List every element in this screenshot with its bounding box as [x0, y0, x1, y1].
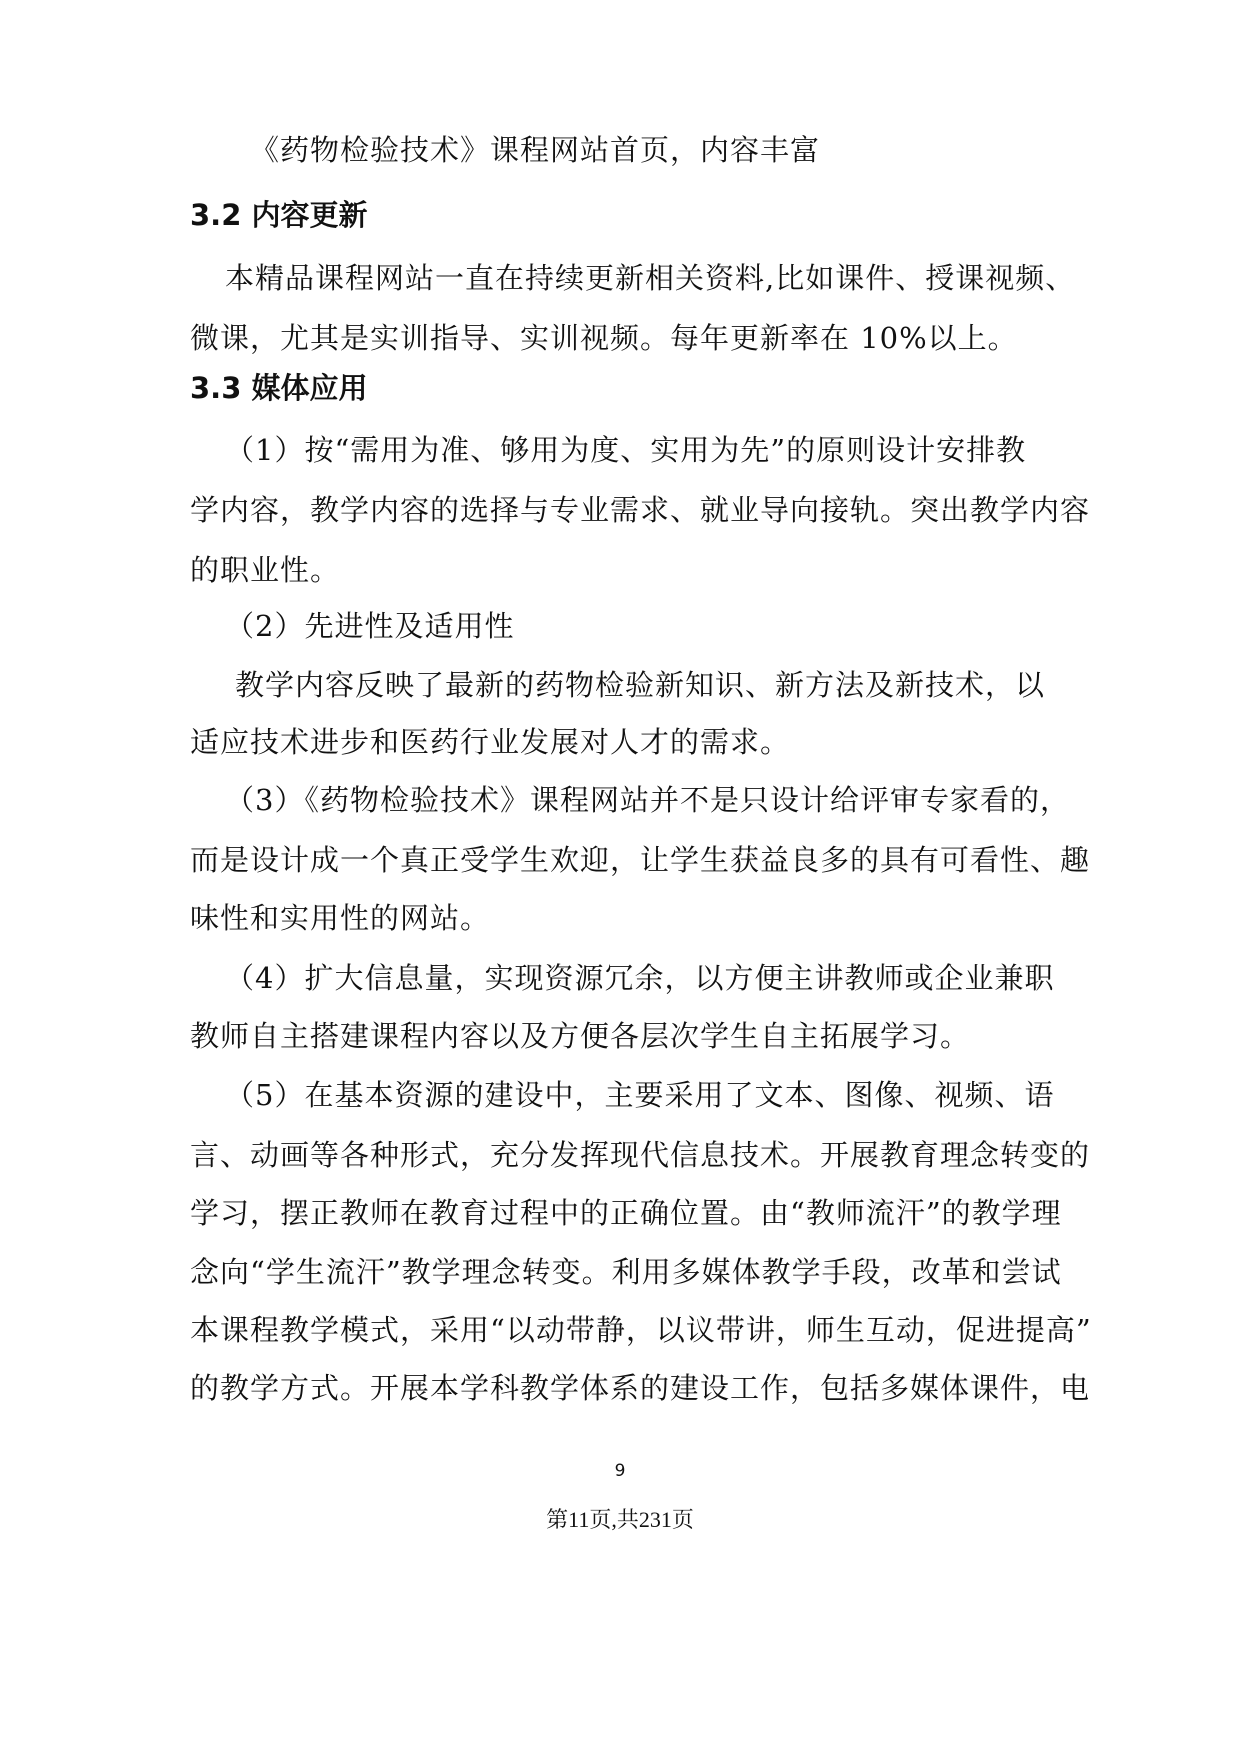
paragraph-line: （5）在基本资源的建设中，主要采用了文本、图像、视频、语 — [225, 1078, 1055, 1112]
paragraph-line: 教师自主搭建课程内容以及方便各层次学生自主拓展学习。 — [190, 1019, 971, 1053]
paragraph-line: 言、动画等各种形式，充分发挥现代信息技术。开展教育理念转变的 — [190, 1138, 1091, 1172]
paragraph-line: 微课，尤其是实训指导、实训视频。每年更新率在 10%以上。 — [190, 321, 1018, 355]
paragraph-line: （3）《药物检验技术》课程网站并不是只设计给评审专家看的， — [225, 783, 1070, 817]
paragraph-line: 学习，摆正教师在教育过程中的正确位置。由“教师流汗”的教学理 — [190, 1196, 1062, 1230]
paragraph-line: 的职业性。 — [190, 553, 341, 587]
figure-caption: 《药物检验技术》课程网站首页，内容丰富 — [250, 133, 821, 167]
paragraph-line: 本精品课程网站一直在持续更新相关资料,比如课件、授课视频、 — [225, 261, 1076, 295]
paragraph-line: （2）先进性及适用性 — [225, 609, 515, 643]
paragraph-line: 学内容，教学内容的选择与专业需求、就业导向接轨。突出教学内容 — [190, 493, 1091, 527]
paragraph-line: 适应技术进步和医药行业发展对人才的需求。 — [190, 725, 791, 759]
paragraph-line: 味性和实用性的网站。 — [190, 901, 491, 935]
section-heading-3-2: 3.2 内容更新 — [190, 198, 368, 232]
section-heading-3-3: 3.3 媒体应用 — [190, 371, 368, 405]
page-number: 9 — [614, 1461, 626, 1481]
paragraph-line: 念向“学生流汗”教学理念转变。利用多媒体教学手段，改革和尝试 — [190, 1255, 1062, 1289]
paragraph-line: （1）按“需用为准、够用为度、实用为先”的原则设计安排教 — [225, 433, 1027, 467]
paragraph-line: 而是设计成一个真正受学生欢迎，让学生获益良多的具有可看性、趣 — [190, 843, 1091, 877]
paragraph-line: 的教学方式。开展本学科教学体系的建设工作，包括多媒体课件，电 — [190, 1371, 1091, 1405]
paragraph-line: 本课程教学模式，采用“以动带静，以议带讲，师生互动，促进提高” — [190, 1313, 1092, 1347]
page-footer: 第11页,共231页 — [546, 1507, 694, 1532]
paragraph-line: 教学内容反映了最新的药物检验新知识、新方法及新技术，以 — [235, 668, 1046, 702]
paragraph-line: （4）扩大信息量，实现资源冗余，以方便主讲教师或企业兼职 — [225, 961, 1055, 995]
